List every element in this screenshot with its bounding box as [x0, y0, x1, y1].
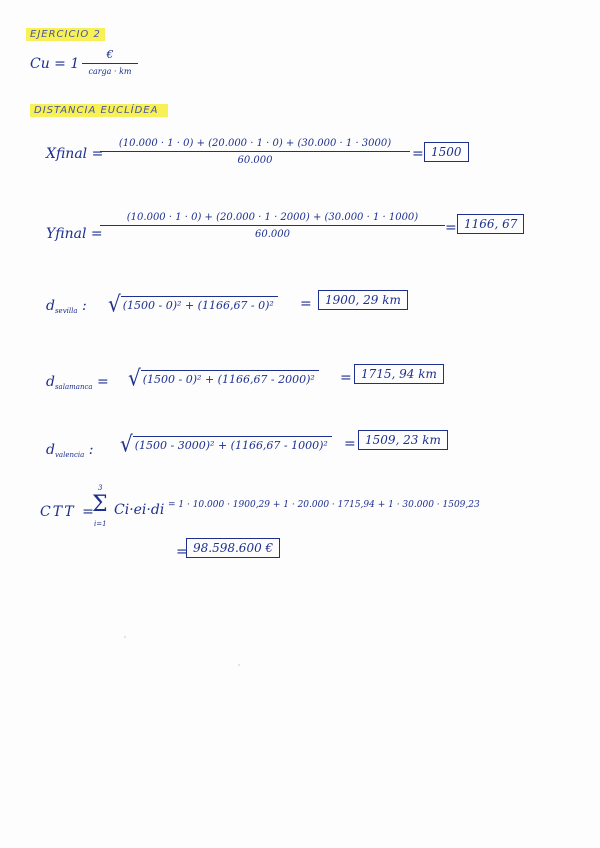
ctt-expansion: = 1 · 10.000 · 1900,29 + 1 · 20.000 · 1715,94 + 1 · 30.000 · 1509,23	[168, 500, 480, 510]
yfinal-equals: =	[445, 220, 457, 236]
paper-speck	[124, 636, 126, 638]
yfinal-result-box: 1166, 67	[457, 214, 524, 234]
xfinal-result-box: 1500	[424, 142, 469, 162]
xfinal-equals: =	[412, 146, 424, 162]
distance-sevilla-lhs	[46, 298, 87, 315]
distance-salamanca-lhs	[46, 374, 109, 391]
distance-valencia-colon: :	[88, 442, 94, 458]
distance-salamanca-equals: =	[340, 370, 352, 386]
sqrt-symbol: √	[120, 430, 133, 458]
yfinal-numerator: (10.000 · 1 · 0) + (20.000 · 1 · 2000) + (30.000 · 1 · 1000)	[100, 212, 445, 226]
distance-salamanca-radicand: (1500 - 0)² + (1166,67 - 2000)²	[141, 370, 319, 386]
paper-speck	[238, 664, 240, 666]
xfinal-numerator: (10.000 · 1 · 0) + (20.000 · 1 · 0) + (30.000 · 1 · 3000)	[100, 138, 410, 152]
cu-unit-numerator: €	[82, 48, 138, 64]
ctt-term: Ci·ei·di	[114, 502, 165, 518]
distance-salamanca-symbol: d	[46, 374, 55, 390]
distance-valencia-lhs	[46, 442, 94, 459]
distance-sevilla-radicand: (1500 - 0)² + (1166,67 - 0)²	[121, 296, 278, 312]
distance-salamanca-result-box: 1715, 94 km	[354, 364, 444, 384]
ctt-sigma-icon: Σ	[92, 492, 108, 517]
distance-salamanca-sqrt	[128, 366, 319, 390]
distance-valencia-result-box: 1509, 23 km	[358, 430, 448, 450]
xfinal-fraction	[100, 138, 410, 166]
distance-valencia-radicand: (1500 - 3000)² + (1166,67 - 1000)²	[133, 436, 332, 452]
distance-valencia-symbol: d	[46, 442, 55, 458]
yfinal-denominator: 60.000	[255, 229, 290, 240]
distance-valencia-sqrt	[120, 432, 332, 456]
distance-sevilla-colon: :	[82, 298, 87, 314]
sqrt-symbol: √	[108, 290, 121, 318]
distance-sevilla-symbol: d	[46, 298, 55, 314]
section-label: DISTANCIA EUCLÍDEA	[30, 104, 168, 117]
distance-valencia-equals: =	[344, 436, 356, 452]
distance-salamanca-colon: =	[97, 374, 109, 390]
cu-unit-denominator: carga · km	[88, 67, 132, 76]
exercise-label: EJERCICIO 2	[26, 28, 105, 41]
yfinal-lhs: Yfinal =	[46, 226, 103, 242]
ctt-sigma-upper: 3	[98, 484, 103, 492]
distance-sevilla-sqrt	[108, 292, 278, 316]
distance-sevilla-equals: =	[300, 296, 312, 312]
ctt-result-equals: =	[176, 544, 188, 560]
distance-salamanca-subscript: salamanca	[54, 383, 93, 391]
sqrt-symbol: √	[128, 364, 141, 392]
xfinal-lhs: Xfinal =	[46, 146, 104, 162]
yfinal-fraction	[100, 212, 445, 240]
ctt-lhs: CTT =	[40, 504, 96, 520]
distance-valencia-subscript: valencia	[54, 451, 85, 459]
cu-unit-fraction	[82, 48, 138, 76]
ctt-sigma-lower: i=1	[94, 520, 107, 528]
xfinal-denominator: 60.000	[237, 155, 273, 166]
distance-sevilla-result-box: 1900, 29 km	[318, 290, 408, 310]
distance-sevilla-subscript: sevilla	[54, 307, 78, 315]
ctt-result-box: 98.598.600 €	[186, 538, 280, 558]
cu-lhs: Cu = 1	[30, 56, 80, 72]
